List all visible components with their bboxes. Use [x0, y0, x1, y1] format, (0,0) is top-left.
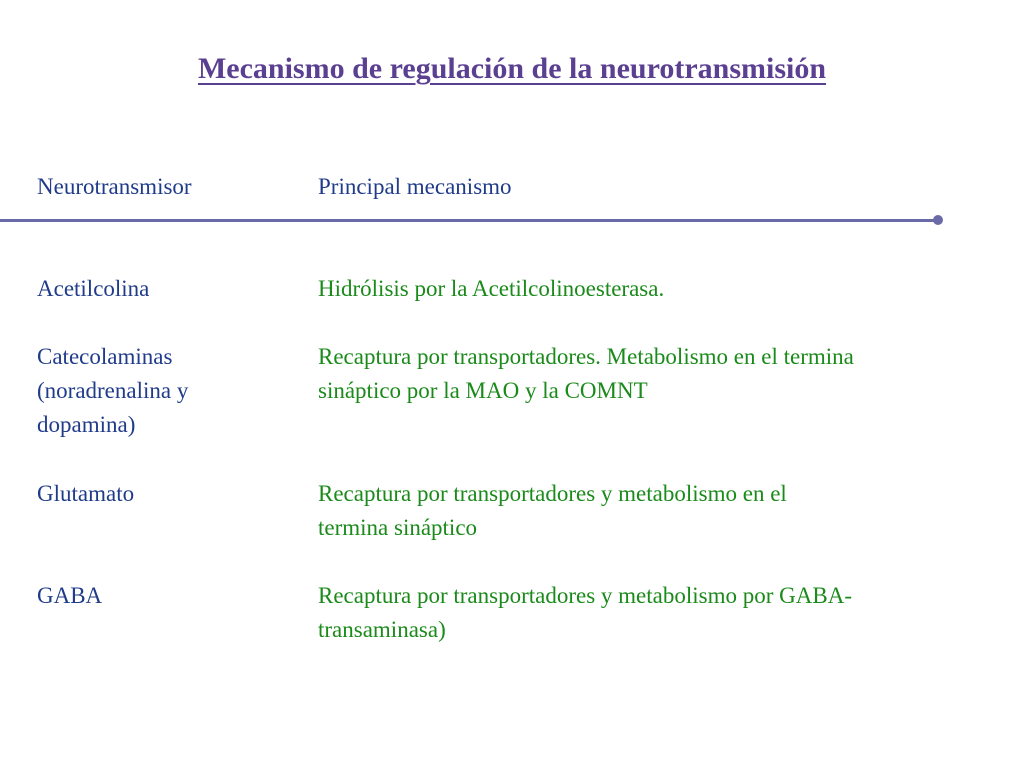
- mechanism-text: Hidrólisis por la Acetilcolinoesterasa.: [318, 276, 665, 301]
- neurotransmitter-text: (noradrenalina y: [37, 378, 189, 403]
- mechanism-text: termina sináptico: [318, 515, 478, 540]
- neurotransmitter-text: Glutamato: [37, 481, 135, 506]
- neurotransmitter-cell: [37, 477, 307, 511]
- neurotransmitter-text: Acetilcolina: [37, 276, 150, 301]
- neurotransmitter-cell: [37, 579, 307, 613]
- header-mechanism: Principal mecanismo: [318, 174, 512, 199]
- mechanism-text: sináptico por la MAO y la COMNT: [318, 378, 648, 403]
- neurotransmitter-cell: [37, 340, 307, 442]
- mechanism-text: transaminasa): [318, 617, 446, 642]
- neurotransmitter-cell: [37, 272, 307, 306]
- neurotransmitter-text: dopamina): [37, 412, 136, 437]
- header-neurotransmitter: Neurotransmisor: [37, 174, 192, 199]
- neurotransmitter-text: GABA: [37, 583, 103, 608]
- mechanism-cell: [318, 272, 1008, 306]
- neurotransmitter-text: Catecolaminas: [37, 344, 173, 369]
- mechanism-cell: [318, 477, 1008, 545]
- mechanism-cell: [318, 340, 1008, 408]
- slide-title: Mecanismo de regulación de la neurotransmisión: [197, 52, 827, 85]
- mechanism-text: Recaptura por transportadores y metabolismo por GABA-: [318, 583, 852, 608]
- mechanism-text: Recaptura por transportadores. Metabolismo en el termina: [318, 344, 854, 369]
- mechanism-text: Recaptura por transportadores y metabolismo en el: [318, 481, 787, 506]
- mechanism-cell: [318, 579, 1008, 647]
